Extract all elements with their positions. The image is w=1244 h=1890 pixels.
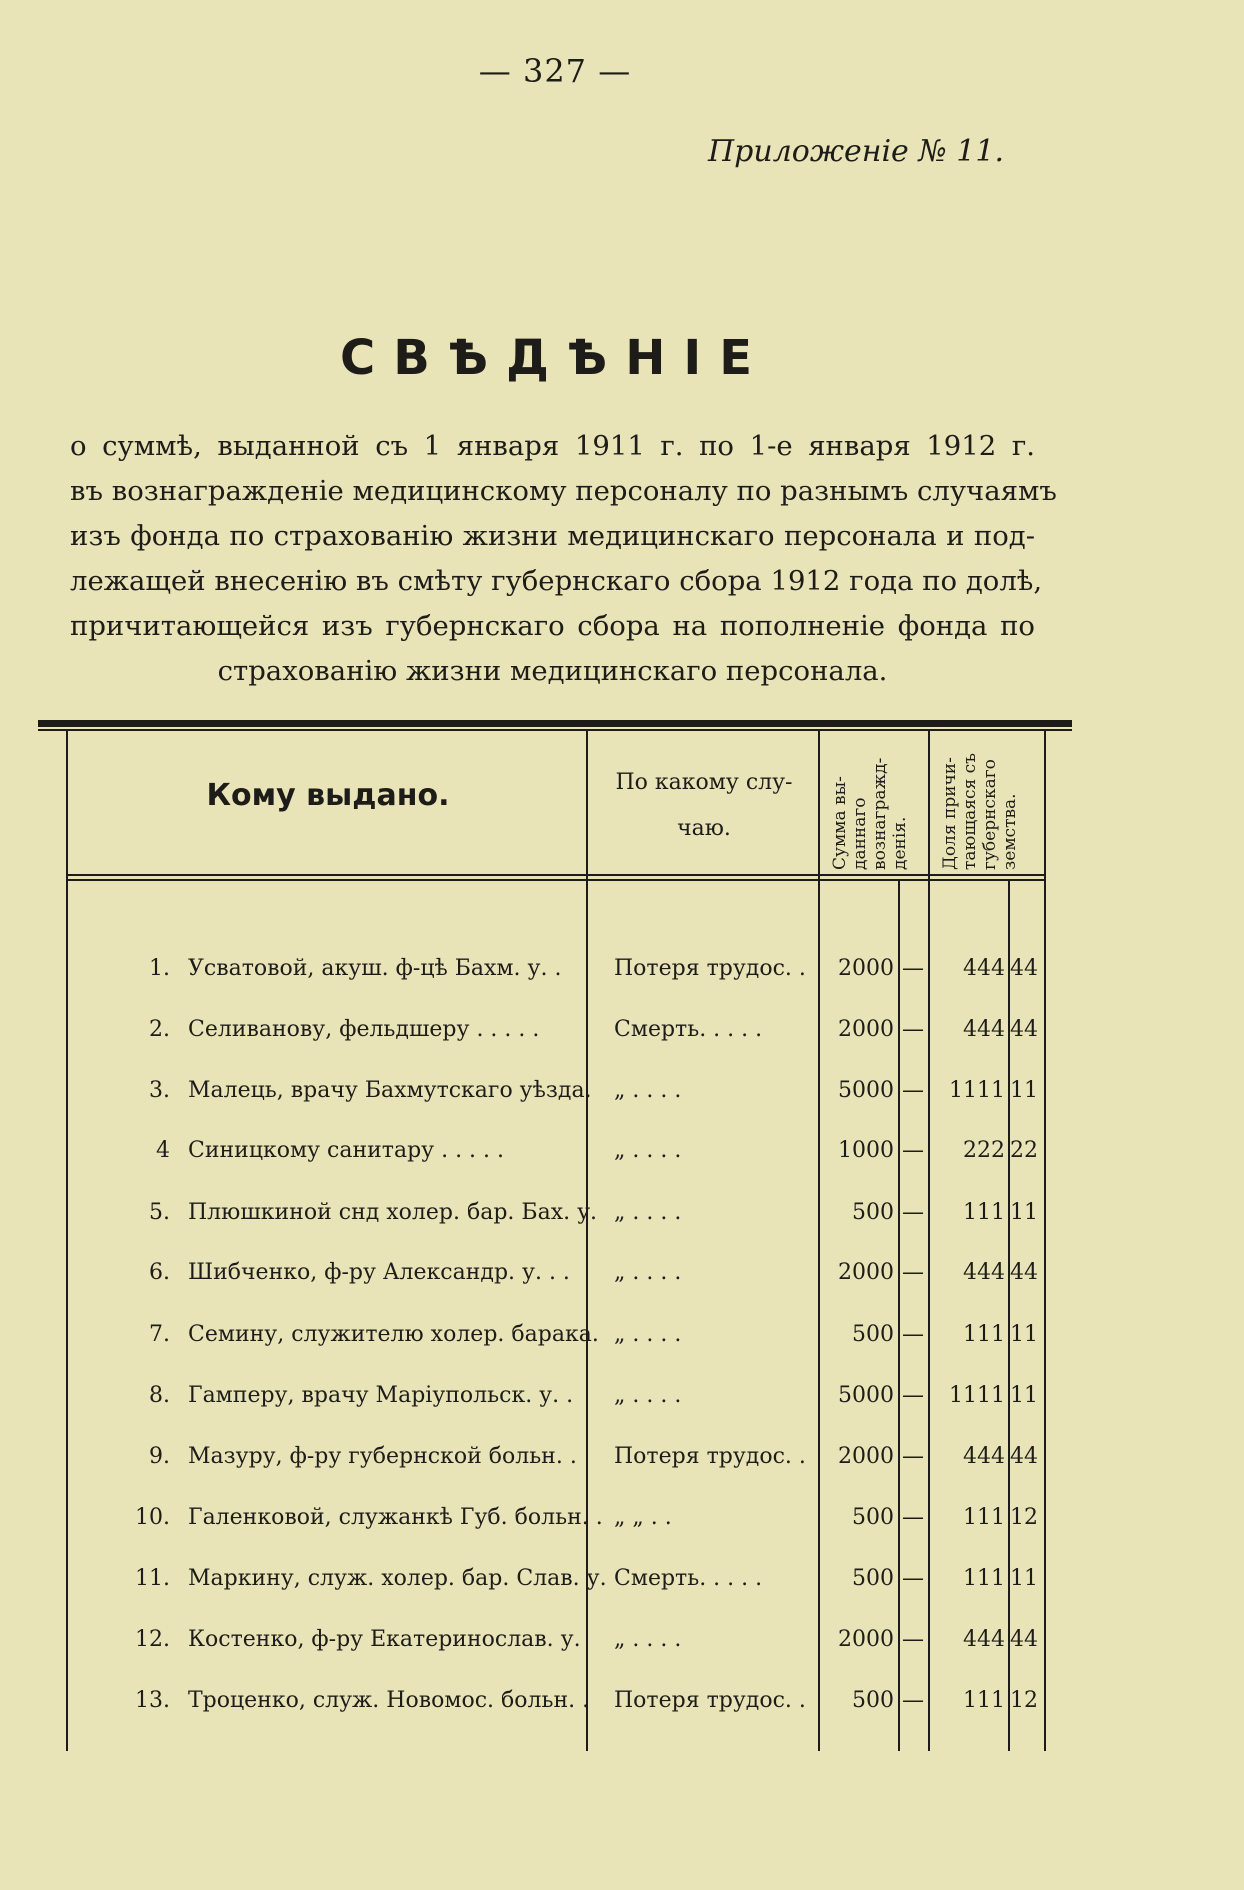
header-bottom-rule	[66, 874, 1046, 876]
appendix-label: Приложеніе № 11.	[708, 134, 1004, 169]
table-row: 7. Семину, служителю холер. барака. „ . . . . 500 — 111 11	[149, 1322, 1038, 1347]
intro-line: изъ фонда по страхованію жизни медицинскаго персонала и под-	[70, 520, 1035, 552]
document-title: СВѢДѢНІЕ	[339, 330, 771, 386]
header-who: Кому выдано.	[206, 778, 450, 813]
page-number: — 327 —	[478, 52, 632, 90]
table-row: 3. Малець, врачу Бахмутскаго уѣзда. „ . . . . 5000 — 1111 11	[149, 1078, 1038, 1103]
table-row: 6. Шибченко, ф-ру Александр. у. . . „ . . . . 2000 — 444 44	[149, 1260, 1038, 1285]
header-sum: Сумма вы- даннаго вознагражд- денія.	[830, 757, 910, 870]
table-row: 9. Мазуру, ф-ру губернской больн. . Потеря трудос. . 2000 — 444 44	[149, 1444, 1038, 1469]
table-row: 13. Троценко, служ. Новомос. больн. . Потеря трудос. . 500 — 111 12	[135, 1688, 1038, 1713]
table-row: 10. Галенковой, служанкѣ Губ. больн. . „ „ . . 500 — 111 12	[135, 1505, 1038, 1530]
table-row: 4 Синицкому санитару . . . . . „ . . . . 1000 — 222 22	[156, 1138, 1038, 1163]
intro-paragraph	[70, 424, 1057, 694]
table-row: 2. Селиванову, фельдшеру . . . . . Смерть. . . . . 2000 — 444 44	[149, 1017, 1038, 1042]
table-row: 11. Маркину, служ. холер. бар. Слав. у. Смерть. . . . . 500 — 111 11	[135, 1566, 1038, 1591]
table-row: 1. Усватовой, акуш. ф-цѣ Бахм. у. . Потеря трудос. . 2000 — 444 44	[149, 956, 1038, 981]
table-row: 5. Плюшкиной снд холер. бар. Бах. у. „ . . . . 500 — 111 11	[149, 1200, 1038, 1225]
table-row: 12. Костенко, ф-ру Екатеринослав. у. „ . . . . 2000 — 444 44	[135, 1627, 1038, 1652]
intro-line: о суммѣ, выданной съ 1 января 1911 г. по 1-е января 1912 г.	[70, 430, 1035, 462]
table-row: 8. Гамперу, врачу Маріупольск. у. . „ . . . . 5000 — 1111 11	[149, 1383, 1038, 1408]
intro-line: причитающейся изъ губернскаго сбора на пополненіе фонда по	[70, 610, 1035, 642]
intro-line: лежащей внесенію въ смѣту губернскаго сбора 1912 года по долѣ,	[70, 565, 1043, 597]
table-top-rule-thin	[38, 729, 1072, 731]
intro-line: страхованію жизни медицинскаго персонала.	[217, 655, 888, 687]
intro-line: въ вознагражденіе медицинскому персоналу по разнымъ случаямъ	[70, 475, 1057, 507]
col-divider-share-inner	[1008, 880, 1010, 1751]
header-share: Доля причи- тающаяся съ губернскаго земства.	[940, 753, 1020, 870]
table-top-rule	[38, 720, 1072, 727]
col-divider-sum-inner	[898, 880, 900, 1751]
header-case: По какому слу- чаю.	[615, 770, 793, 841]
